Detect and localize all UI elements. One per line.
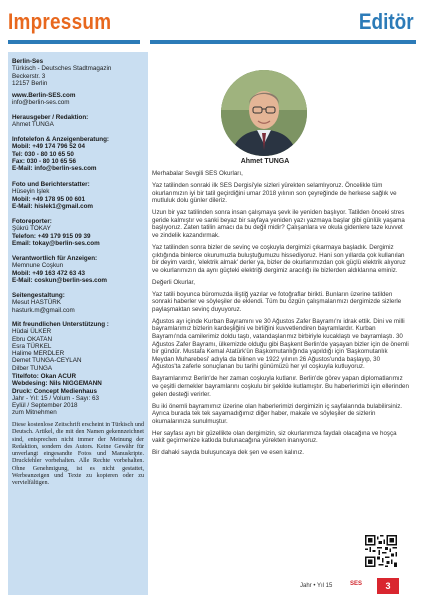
info-line: E-Mail: info@berlin-ses.com [12,165,97,173]
ads-label: Verantwortlich für Anzeigen: [12,255,98,262]
portrait-caption: Ahmet TUNGA [240,158,290,165]
publisher-line: 12157 Berlin [12,79,48,87]
editor-rule [150,40,416,44]
impressum-rule [8,40,140,44]
photo-line: Mobil: +49 178 95 00 601 [12,195,85,203]
support-name: Demet TUNGA-CEYLAN [12,357,82,365]
page-number: 3 [377,578,399,594]
support-name: Hüdai ÜLKER [12,328,52,336]
ads-line: E-Mail: coskun@berlin-ses.com [12,276,108,284]
support-label: Mit freundlichen Unterstützung : [12,321,109,328]
editorial-paragraph: Uzun bir yaz tatilinden sonra insan çalışmaya şevk ile yeniden başlıyor. Tatilden önceki stres geride kalmıştır ve sanki beyaz bir sayfaya yeniden yazı yazmaya başlar gibi günlük yaşama başlıyoruz. Zaten tatilin amacı da bu değil midir? Çalışanlara ve okula gidenlere taze kuvvet ve zindelik kazandırmak. [152,209,405,239]
support-name: Ebru OKATAN [12,335,53,343]
reporter-line: Şükrü TOKAY [12,225,51,233]
photo-block [12,181,146,210]
editorial-paragraph: Bu iki önemli bayramımız üzerine olan haberlerimizi dergimizin iç sayfalarında bulabilirsiniz. Ayrıca burada tek tek sayamadığımız diğer haber, makale ve söyleşiler de sizlerin okumalarınıza sunulmuştur. [152,402,403,425]
publisher-line: Beckerstr. 3 [12,72,46,80]
editorial-paragraph: Bayramlarımız Berlin'de her zaman coşkuyla kutlanır. Berlin'de görev yapan diplomatlarımız ve çeşitli dernekler bayramlarını coşkulu bir şekilde kutlamıştır. Bu haberlerimizi için ellerinden gelen desteği verirler. [152,375,409,398]
ads-block [12,255,146,284]
layout-line: hasturk.m@gmail.com [12,306,75,314]
portrait-illustration [221,70,307,156]
editor-block [12,114,146,129]
publisher-line: Türkisch - Deutsches Stadtmagazin [12,65,112,73]
photo-line: Hüseyin Işlek [12,188,50,196]
layout-block [12,292,146,314]
reporter-label: Fotoreporter: [12,218,52,225]
website-link[interactable]: www.Berlin-SES.com [12,92,76,99]
impressum-sidebar [8,52,148,595]
webdesign-credit: Webdesing: Nils NIGGEMANN [12,380,102,388]
editorial-paragraph: Yaz tatili boyunca büromuzda iliştiğ yazılar ve fotoğraflar birikti. Bunların üzerine tatilden sonraki haberler ve söyleşiler de eklendi. Tüm bu özgün çalışmalarımızı dergimizde sizlerle paylaşmaktan sevinç duyuyoruz. [152,290,402,313]
layout-label: Seitengestaltung: [12,292,65,299]
support-block [12,321,146,372]
layout-line: Mesut HASTÜRK [12,299,61,307]
editor-title: Editör [359,9,414,34]
issue-line: Eylül / September 2018 [12,402,78,410]
email-link[interactable]: info@berlin-ses.com [12,99,70,107]
photo-label: Foto und Berichterstatter: [12,181,90,188]
info-label: Infotelefon & Anzeigenberatung: [12,136,110,143]
web-block [12,92,146,107]
footer-issue: Jahr • Yıl 15 [300,583,333,589]
info-block [12,136,146,172]
qr-code-icon[interactable] [365,535,397,567]
ads-line: Mobil: +49 163 472 63 43 [12,269,85,277]
disclaimer-text: Diese kostenlose Zeitschrift erscheint in Türkisch und Deutsch. Artikel, die mit den Namen gekennzeichnet sind, entsprechen nicht immer der Meinung der Redaktion, sondern des Autors. Keine Gewähr für unverlangt eingesandte Fotos und Manuskripte. Druckfehler vorbehalten. Alle Rechte vorbehalten. Ohne Genehmigung, ist es nicht gestattet, Werbeanzeigen und Texte zu kopieren oder zu vervielfältigen. [12,422,144,487]
editorial-paragraph: Bir dahaki sayıda buluşuncaya dek şen ve esen kalınız. [152,449,305,457]
reporter-line: Email: tokay@berlin-ses.com [12,239,100,247]
support-name: Esra TÜRKEL [12,342,52,350]
issue-line: Jahr - Yıl: 15 / Volum - Sayı: 63 [12,394,100,402]
editorial-paragraph: Değerli Okurlar, [152,278,195,286]
credits-block [12,373,146,417]
print-credit: Druck: Concept Medienhaus [12,387,98,395]
editorial-paragraph: Yaz tatilinden sonraki ilk SES Dergisi'yle sizleri yürekten selamlıyoruz. Öncelikle tüm okurlarımızın iyi bir tatil geçirdiğini umar 2018 yılının son çeyreğinde de herkese sağlık ve mutluluk dolu günler dileriz. [152,181,397,205]
support-name: Halime MERDLER [12,350,65,358]
editorial-paragraph: Ağustos ayı içinde Kurban Bayramını ve 30 Ağustos Zafer Bayramı'nı idrak ettik. Dini ve milli bayramlarımız bizlerin kardeşliğini ve birliğini kuvvetlendiren bayramlardır. Kurban Bayramı'nda camilerimiz doldu taştı, vatandaşlarımız birbiriyle kucaklaştı ve bayramlaştı. 30 Ağustos Zafer Bayramı, ülkemizde olduğu gibi Başkent Berlin'de yaşayan bizler için de önemli bir gündür. Mustafa Kemal Atatürk'ün Başkomutanlığında yapıldığı için 'Başkomutanlık Meydan Muharebesi' adıyla da bilinen ve 1922 yılının 26 Ağustos'unda başlayıp, 30 Ağustos'ta zaferle sonuçlanan bu tarihi günümüzü her yıl coşkuyla kutluyoruz. [152,317,409,371]
ads-line: Memnune Coşkun [12,262,64,270]
info-line: Mobil: +49 174 796 52 04 [12,143,85,151]
editorial-text [152,170,410,461]
issue-line: zum Mitnehmen [12,409,57,417]
info-line: Fax: 030 - 80 10 65 56 [12,157,77,165]
editorial-paragraph: Her sayfası ayrı bir güzellikte olan dergimizin, siz okurlarımıza faydalı olacağına ve hoşça vakit geçirmenize katkıda bulunacağına yürekten inanıyoruz. [152,429,397,445]
reporter-block [12,218,146,247]
publisher-block [12,58,146,87]
publisher-name: Berlin-Ses [12,58,44,65]
info-line: Tel: 030 - 80 10 65 50 [12,150,74,158]
editorial-paragraph: Merhabalar Sevgili SES Okurları, [152,170,243,177]
title-photo-credit: Titelfoto: Okan ACUR [12,373,77,380]
support-name: Dilber TUNGA [12,364,53,372]
editor-portrait [221,70,307,156]
reporter-line: Telefon: +49 179 915 09 39 [12,232,91,240]
editor-label: Herausgeber / Redaktion: [12,114,89,121]
ses-logo: SES [350,581,363,587]
editorial-paragraph: Yaz tatilinden sonra bizler de sevinç ve coşkuyla dergimizi çıkarmaya başladık. Dergimiz çıktığında binlerce okurumuzla buluştuğumuzu hissediyoruz. Hani son yıllarda çok kullanılan bir deyim vardır, 'elektrik almak' derler ya, bizler de okurlarımızdan çok güçlü elektrik alıyoruz ve okurlarımızın da aynı güçteki elektriği dergimiz aracılığı ile bizlerden aldıklarına eminiz. [152,243,406,274]
editor-name: Ahmet TUNGA [12,121,54,129]
photo-line: E-Mail: hislek1@gmail.com [12,202,94,210]
impressum-title: Impressum [8,9,112,34]
